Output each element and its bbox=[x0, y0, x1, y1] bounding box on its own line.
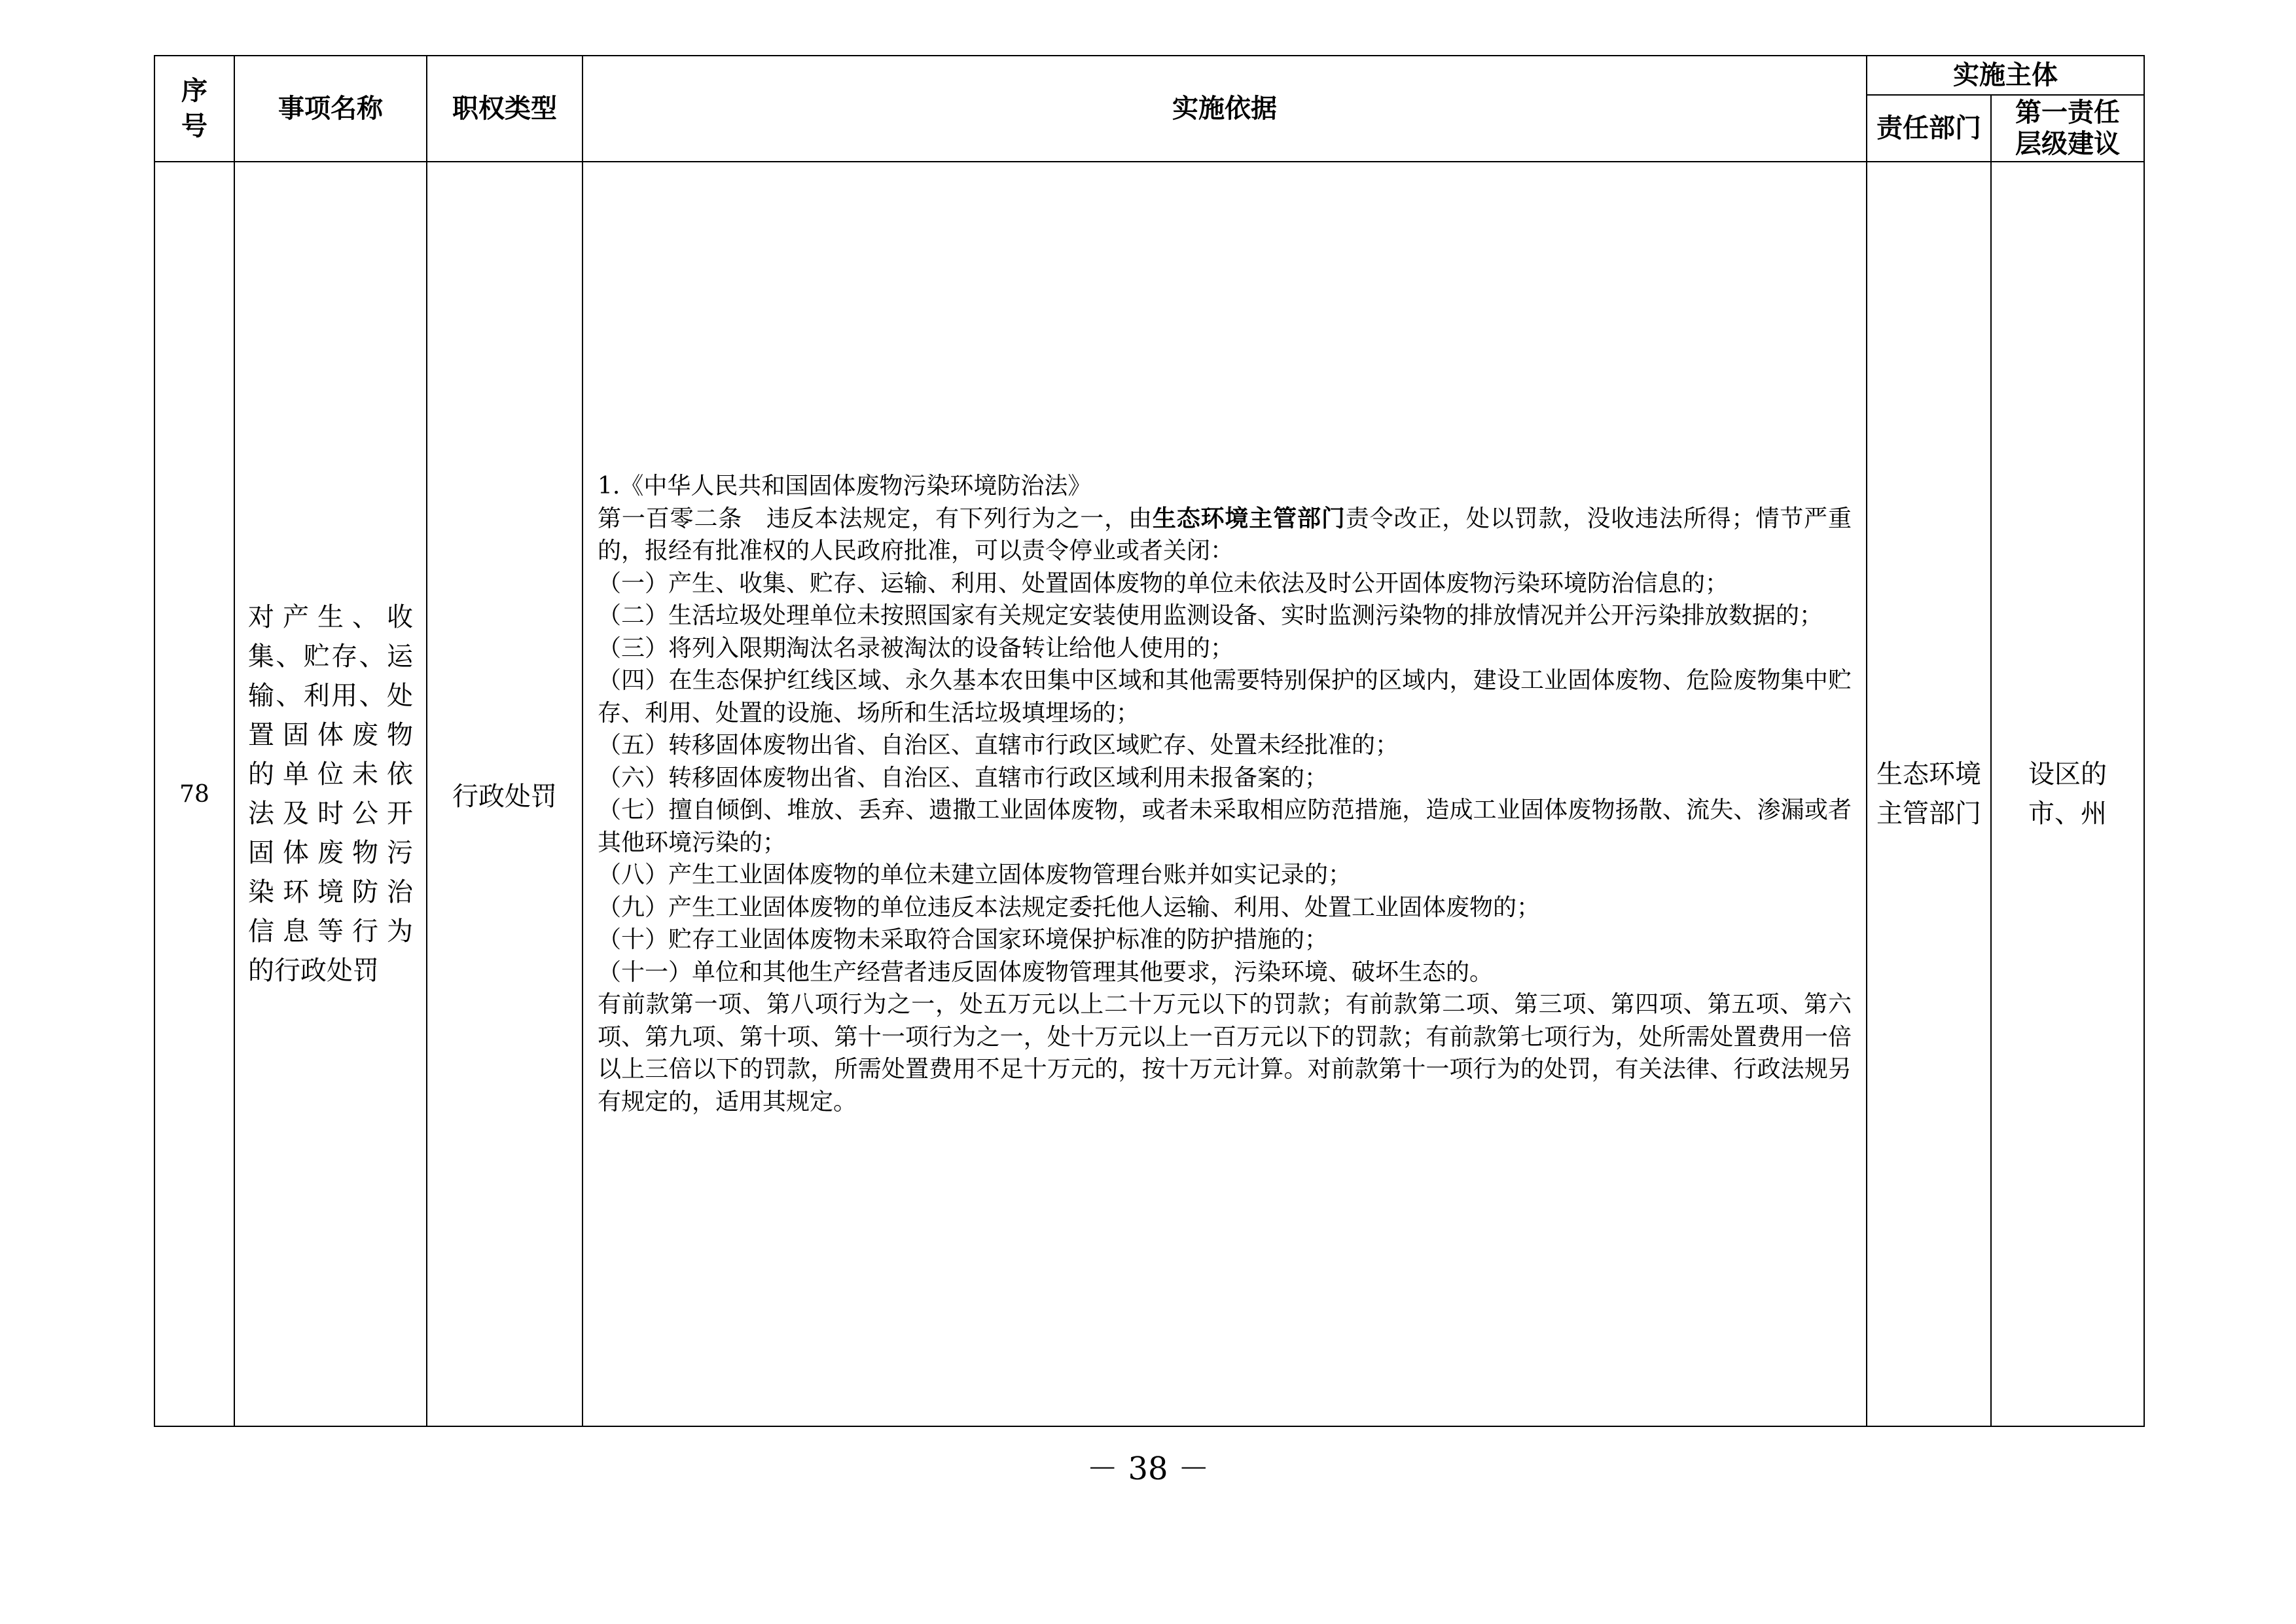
header-subject: 实施主体 bbox=[1867, 56, 2144, 95]
article-text bbox=[598, 503, 1852, 568]
item-name-line: 的行政处罚 bbox=[248, 956, 379, 986]
header-power-type: 职权类型 bbox=[427, 56, 583, 162]
row-power-type: 行政处罚 bbox=[427, 162, 583, 1426]
header-seq: 序号 bbox=[154, 56, 234, 162]
penalty-text: 有前款第一项、第八项行为之一，处五万元以上二十万元以下的罚款；有前款第二项、第三项、第四项、第五项、第六项、第九项、第十项、第十一项行为之一，处十万元以上一百万元以下的罚款；有前款第七项行为，处所需处置费用一倍以上三倍以下的罚款，所需处置费用不足十万元的，按十万元计算。对前款第十一项行为的处罚，有关法律、行政法规另有规定的，适用其规定。 bbox=[598, 991, 1852, 1115]
article-suffix: 责令改正，处以罚款，没收违法所得；情节严重的，报经有批准权的人民政府批准，可以责令停业或者关闭： bbox=[598, 505, 1852, 564]
row-item-name bbox=[234, 162, 427, 1426]
law-title: 1.《中华人民共和国固体废物污染环境防治法》 bbox=[598, 473, 1092, 499]
basis-item: （八）产生工业固体废物的单位未建立固体废物管理台账并如实记录的； bbox=[598, 861, 1352, 888]
item-name-line: 固体废物污 bbox=[248, 838, 413, 868]
item-name-line: 信息等行为 bbox=[248, 916, 413, 947]
basis-item: （一）产生、收集、贮存、运输、利用、处置固体废物的单位未依法及时公开固体废物污染环境防治信息的； bbox=[598, 569, 1729, 597]
item-name-line: 对产生、收 bbox=[248, 602, 413, 632]
row-first-level: 设区的市、州 bbox=[1991, 162, 2144, 1426]
basis-item: （五）转移固体废物出省、自治区、直辖市行政区域贮存、处置未经批准的； bbox=[598, 732, 1399, 759]
row-basis bbox=[583, 162, 1867, 1426]
basis-item: （六）转移固体废物出省、自治区、直辖市行政区域利用未报备案的； bbox=[598, 764, 1329, 791]
authority-table bbox=[154, 55, 2145, 1427]
item-name-line: 染环境防治 bbox=[248, 877, 413, 907]
header-basis: 实施依据 bbox=[583, 56, 1867, 162]
article-prefix: 第一百零二条 违反本法规定，有下列行为之一，由 bbox=[598, 505, 1153, 532]
item-name-line: 置固体废物 bbox=[248, 720, 413, 750]
header-responsible-dept: 责任部门 bbox=[1867, 95, 1991, 162]
header-item-name: 事项名称 bbox=[234, 56, 427, 162]
page-number: － 38 － bbox=[1086, 1451, 1210, 1487]
basis-item: （四）在生态保护红线区域、永久基本农田集中区域和其他需要特别保护的区域内，建设工业固体废物、危险废物集中贮存、利用、处置的设施、场所和生活垃圾填埋场的； bbox=[598, 667, 1852, 727]
basis-item: （十）贮存工业固体废物未采取符合国家环境保护标准的防护措施的； bbox=[598, 926, 1329, 953]
article-bold: 生态环境主管部门 bbox=[1152, 504, 1346, 532]
basis-item: （三）将列入限期淘汰名录被淘汰的设备转让给他人使用的； bbox=[598, 634, 1234, 662]
basis-item: （九）产生工业固体废物的单位违反本法规定委托他人运输、利用、处置工业固体废物的； bbox=[598, 893, 1541, 921]
basis-item: （二）生活垃圾处理单位未按照国家有关规定安装使用监测设备、实时监测污染物的排放情况并公开污染排放数据的； bbox=[598, 602, 1823, 629]
row-responsible-dept: 生态环境主管部门 bbox=[1867, 162, 1991, 1426]
row-seq: 78 bbox=[154, 162, 234, 1426]
item-name-line: 输、利用、处 bbox=[248, 681, 413, 711]
basis-item: （十一）单位和其他生产经营者违反固体废物管理其他要求，污染环境、破坏生态的。 bbox=[598, 958, 1494, 986]
basis-item: （七）擅自倾倒、堆放、丢弃、遗撒工业固体废物，或者未采取相应防范措施，造成工业固体废物扬散、流失、渗漏或者其他环境污染的； bbox=[598, 797, 1852, 856]
item-name-line: 集、贮存、运 bbox=[248, 641, 413, 672]
item-name-line: 的单位未依 bbox=[248, 759, 413, 789]
item-name-line: 法及时公开 bbox=[248, 799, 413, 829]
header-first-level: 第一责任层级建议 bbox=[1991, 95, 2144, 162]
